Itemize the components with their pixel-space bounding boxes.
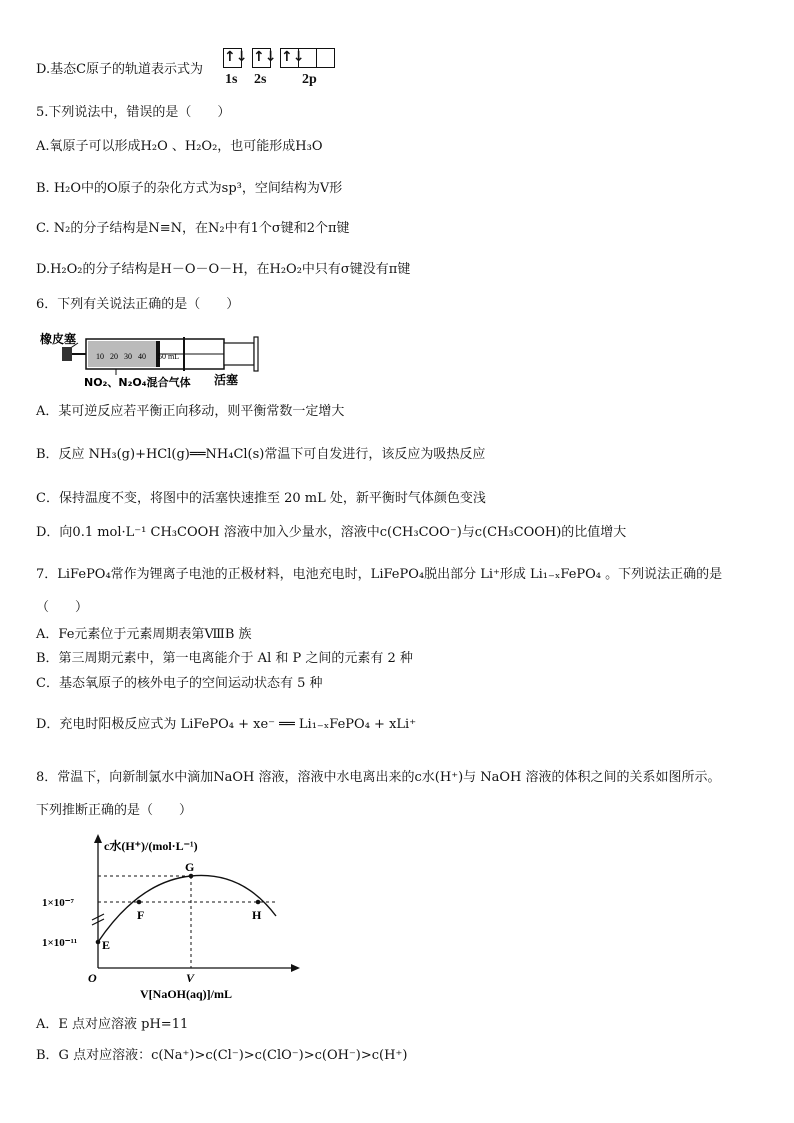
scale-10: 10 bbox=[96, 352, 104, 361]
q7-option-d: D．充电时阳极反应式为 LiFePO₄ + xe⁻ ══ Li₁₋ₓFePO₄ + xLi⁺ bbox=[36, 717, 417, 732]
y-tick-1e-7: 1×10⁻⁷ bbox=[42, 897, 74, 909]
x-tick-v: V bbox=[186, 971, 195, 985]
q5-option-a: A.氧原子可以形成H₂O 、H₂O₂，也可能形成H₃O bbox=[36, 139, 323, 154]
q7-stem: 7．LiFePO₄常作为锂离子电池的正极材料，电池充电时，LiFePO₄脱出部分 Li⁺形成 Li₁₋ₓFePO₄ 。下列说法正确的是 bbox=[36, 567, 723, 582]
label-e: E bbox=[102, 938, 111, 952]
q6-option-b: B．反应 NH₃(g)+HCl(g)══NH₄Cl(s)常温下可自发进行，该反应为吸热反应 bbox=[36, 447, 486, 462]
q8-option-a: A．E 点对应溶液 pH=11 bbox=[36, 1017, 189, 1032]
scale-50ml: 50 mL bbox=[158, 352, 180, 361]
q8-stem: 8．常温下，向新制氯水中滴加NaOH 溶液，溶液中水电离出来的c水(H⁺)与 NaOH 溶液的体积之间的关系如图所示。 bbox=[36, 770, 721, 785]
y-axis-label: c水(H⁺)/(mol·L⁻¹) bbox=[104, 839, 198, 853]
orbital-2p-box-2 bbox=[298, 48, 317, 68]
q8-stem-2: 下列推断正确的是（ ） bbox=[36, 803, 193, 818]
q5-option-c: C. N₂的分子结构是N≡N，在N₂中有1个σ键和2个π键 bbox=[36, 221, 350, 236]
point-h bbox=[256, 900, 261, 905]
label-h: H bbox=[252, 908, 262, 922]
q6-option-d: D．向0.1 mol·L⁻¹ CH₃COOH 溶液中加入少量水，溶液中c(CH₃COO⁻)与c(CH₃COOH)的比值增大 bbox=[36, 525, 627, 540]
x-axis-label: V[NaOH(aq)]/mL bbox=[140, 987, 232, 1001]
point-e bbox=[96, 940, 101, 945]
scale-30: 30 bbox=[124, 352, 132, 361]
origin-label: O bbox=[88, 971, 97, 985]
syringe-figure bbox=[36, 325, 276, 389]
label-f: F bbox=[137, 908, 145, 922]
q6-option-a: A．某可逆反应若平衡正向移动，则平衡常数一定增大 bbox=[36, 404, 345, 419]
plunger bbox=[224, 343, 254, 365]
curve bbox=[98, 875, 276, 942]
q7-option-a: A．Fe元素位于元素周期表第ⅧB 族 bbox=[36, 627, 252, 642]
orbital-2p-box-3 bbox=[316, 48, 335, 68]
q7-option-b: B．第三周期元素中，第一电离能介于 Al 和 P 之间的元素有 2 种 bbox=[36, 651, 413, 666]
q8-chart bbox=[36, 828, 306, 1003]
point-g bbox=[189, 874, 194, 879]
rubber-stopper bbox=[62, 347, 72, 361]
point-f bbox=[137, 900, 142, 905]
q7-paren: （ ） bbox=[36, 600, 89, 615]
q4-option-d: D.基态C原子的轨道表示式为 bbox=[36, 62, 204, 77]
stopper-label: 橡皮塞 bbox=[40, 332, 77, 346]
label-g: G bbox=[185, 860, 195, 874]
q7-option-c: C．基态氧原子的核外电子的空间运动状态有 5 种 bbox=[36, 676, 323, 691]
label-1s: 1s bbox=[225, 72, 238, 87]
orbital-1s-box: ↑↓ bbox=[223, 48, 242, 68]
q6-stem: 6．下列有关说法正确的是（ ） bbox=[36, 297, 240, 312]
orbital-2p-box-1: ↑↓ bbox=[280, 48, 299, 68]
plunger-label: 活塞 bbox=[214, 373, 239, 387]
q5-option-d: D.H₂O₂的分子结构是H－O－O－H，在H₂O₂中只有σ键没有π键 bbox=[36, 262, 411, 277]
q8-option-b: B．G 点对应溶液：c(Na⁺)>c(Cl⁻)>c(ClO⁻)>c(OH⁻)>c(H⁺) bbox=[36, 1048, 408, 1063]
scale-40: 40 bbox=[138, 352, 146, 361]
q5-stem: 5.下列说法中，错误的是（ ） bbox=[36, 105, 231, 120]
orbital-2s-box: ↑↓ bbox=[252, 48, 271, 68]
gas-label: NO₂、N₂O₄混合气体 bbox=[84, 376, 191, 389]
scale-20: 20 bbox=[110, 352, 118, 361]
q5-option-b: B. H₂O中的O原子的杂化方式为sp³，空间结构为V形 bbox=[36, 181, 343, 196]
label-2s: 2s bbox=[254, 72, 267, 87]
label-2p: 2p bbox=[302, 72, 317, 87]
q6-option-c: C．保持温度不变，将图中的活塞快速推至 20 mL 处，新平衡时气体颜色变浅 bbox=[36, 491, 486, 506]
y-tick-1e-11: 1×10⁻¹¹ bbox=[42, 937, 78, 949]
